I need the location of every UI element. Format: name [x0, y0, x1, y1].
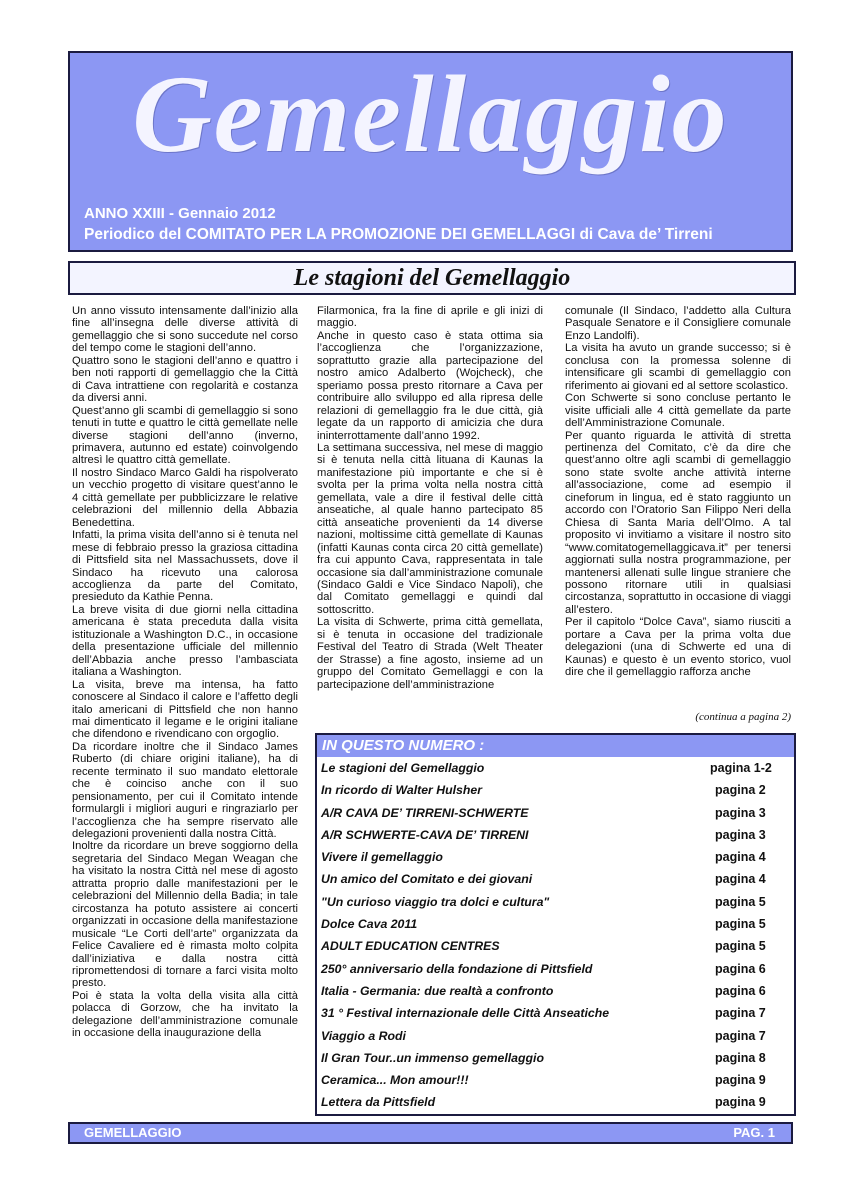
- toc-item[interactable]: [317, 1047, 794, 1069]
- toc-item-title: Il Gran Tour..un immenso gemellaggio: [321, 1050, 544, 1065]
- toc-item[interactable]: [317, 958, 794, 980]
- masthead-subtitle: Periodico del COMITATO PER LA PROMOZIONE DEI GEMELLAGGI di Cava de’ Tirreni: [84, 226, 713, 243]
- paragraph: Per quanto riguarda le attività di stretta pertinenza del Comitato, c’è da dire che quest’anno oltre agli scambi di gemellaggio sono state svolte anche attività interne all’associazione, come ad esempio il cineforum in lingua, ed è stato raggiunto un accordo con l’Oratorio San Filippo Neri della Chiesa di Santa Maria dell’Olmo. A tal proposito vi invitiamo a visitare il nostro sito “www.comitatogemellaggicava.it” per tenersi aggiornati sulla nostra programmazione, per mantenersi allenati sulle lingue straniere che possono ritornare utili in qualsiasi circostanza, soprattutto in occasione di viaggi all’estero.: [565, 429, 791, 616]
- paragraph: comunale (Il Sindaco, l’addetto alla Cultura Pasquale Senatore e il Consigliere comunale Enzo Landolfi).: [565, 305, 791, 342]
- toc-item-title: Un amico del Comitato e dei giovani: [321, 872, 533, 887]
- paragraph: La visita, breve ma intensa, ha fatto conoscere al Sindaco il calore e l’affetto degli italo americani di Pittsfield che non hanno mai dimenticato il legame e le origini italiane che difendono e rivendicano con orgoglio.: [72, 678, 298, 741]
- paragraph: Quest’anno gli scambi di gemellaggio si sono tenuti in tutte e quattro le città gemellate nelle diverse stagioni dell’anno (inverno, primavera, autunno ed estate) coinvolgendo altresì le quattro città gemellate.: [72, 404, 298, 467]
- toc-heading: IN QUESTO NUMERO :: [317, 735, 794, 757]
- toc-item[interactable]: [317, 824, 794, 846]
- continued-note: (continua a pagina 2): [695, 711, 791, 723]
- toc-item[interactable]: [317, 779, 794, 801]
- toc-item[interactable]: [317, 913, 794, 935]
- masthead-title: Gemellaggio: [132, 53, 729, 175]
- article-column-3: [565, 305, 791, 679]
- toc-item-page: pagina 4: [715, 872, 766, 887]
- issue-line: ANNO XXIII - Gennaio 2012: [84, 205, 276, 222]
- toc-item[interactable]: [317, 846, 794, 868]
- toc-item-page: pagina 8: [715, 1050, 766, 1065]
- toc-item-title: 250° anniversario della fondazione di Pittsfield: [321, 961, 593, 976]
- toc-item-page: pagina 5: [715, 917, 766, 932]
- toc-item-page: pagina 3: [715, 805, 766, 820]
- toc-item-title: ADULT EDUCATION CENTRES: [321, 939, 500, 954]
- toc-item[interactable]: [317, 1091, 794, 1113]
- paragraph: Per il capitolo “Dolce Cava”, siamo riusciti a portare a Cava per la prima volta due delegazioni (una di Schwerte ed una di Kaunas) e questo è un evento storico, vuol dire che il gemellaggio rafforza anche: [565, 616, 791, 679]
- paragraph: Il nostro Sindaco Marco Galdi ha rispolverato un vecchio progetto di visitare quest’anno le 4 città gemellate per pubblicizzare le relative celebrazioni del millennio della Abbazia Benedettina.: [72, 466, 298, 529]
- paragraph: Da ricordare inoltre che il Sindaco James Ruberto (di chiare origini italiane), ha di recente terminato il suo mandato elettorale che è coinciso anche con il suo pensionamento, per cui il Comitato intende formulargli i migliori auguri e ringraziarlo per l’accoglienza che ha sempre riservato alle delegazioni provenienti dalla nostra Città.: [72, 740, 298, 841]
- article-headline-box: [68, 261, 796, 295]
- toc-item[interactable]: [317, 757, 794, 779]
- toc-item-title: A/R CAVA DE’ TIRRENI-SCHWERTE: [321, 805, 529, 820]
- toc-item-page: pagina 9: [715, 1073, 766, 1088]
- table-of-contents: [315, 733, 796, 1116]
- toc-item-title: Italia - Germania: due realtà a confronto: [321, 983, 554, 998]
- paragraph: La visita di Schwerte, prima città gemellata, si è tenuta in occasione del tradizionale Festival del Teatro di Strada (Welt Theater der Strasse) a fine agosto, insieme ad un gruppo del Comitato Gemellaggi e con la partecipazione dell’amministrazione: [317, 616, 543, 691]
- toc-item-title: In ricordo di Walter Hulsher: [321, 783, 483, 798]
- toc-item-title: Le stagioni del Gemellaggio: [321, 761, 485, 775]
- paragraph: Infatti, la prima visita dell’anno si è tenuta nel mese di febbraio presso la graziosa cittadina di Pittsfield sita nel Massachussets, dove il Sindaco ha ricevuto una calorosa accoglienza da parte del Comitato, presieduto da Kathie Penna.: [72, 529, 298, 604]
- toc-item[interactable]: [317, 1025, 794, 1047]
- toc-item-title: A/R SCHWERTE-CAVA DE’ TIRRENI: [321, 827, 529, 842]
- paragraph: Filarmonica, fra la fine di aprile e gli inizi di maggio.: [317, 305, 543, 330]
- toc-item-page: pagina 1-2: [710, 761, 772, 775]
- toc-item-page: pagina 6: [715, 961, 766, 976]
- toc-item-title: Vivere il gemellaggio: [321, 850, 443, 865]
- footer-publication-name: GEMELLAGGIO: [84, 1125, 182, 1140]
- toc-item-title: Viaggio a Rodi: [321, 1028, 406, 1043]
- toc-item-title: 31 ° Festival internazionale delle Città Anseatiche: [321, 1006, 610, 1021]
- toc-item[interactable]: [317, 980, 794, 1002]
- toc-item[interactable]: [317, 868, 794, 890]
- toc-item-page: pagina 7: [715, 1006, 766, 1021]
- page-number: PAG. 1: [733, 1125, 775, 1140]
- toc-item-page: pagina 5: [715, 894, 766, 909]
- toc-item-page: pagina 3: [715, 827, 766, 842]
- toc-item-title: Ceramica... Mon amour!!!: [321, 1073, 469, 1088]
- paragraph: La visita ha avuto un grande successo; si è conclusa con la promessa solenne di intensificare gli scambi di gemellaggio con riferimento ai giovani ed al settore scolastico.: [565, 342, 791, 392]
- toc-item-page: pagina 6: [715, 983, 766, 998]
- page-footer: [68, 1122, 793, 1144]
- toc-item-page: pagina 4: [715, 850, 766, 865]
- masthead: [68, 51, 793, 252]
- toc-item[interactable]: [317, 1069, 794, 1091]
- paragraph: Quattro sono le stagioni dell’anno e quattro i ben noti rapporti di gemellaggio che la Città di Cava intrattiene con regolarità e costanza da diversi anni.: [72, 354, 298, 405]
- toc-item[interactable]: [317, 802, 794, 824]
- paragraph: Un anno vissuto intensamente dall’inizio alla fine all’insegna delle diverse attività di gemellaggio che si sono succedute nel corso del tempo come le stagioni dell’anno.: [72, 305, 298, 355]
- paragraph: La breve visita di due giorni nella cittadina americana è stata preceduta dalla visita istituzionale a Washington D.C., in occasione della presentazione ufficiale del millennio dell’Abbazia anche presso l’ambasciata italiana a Washington.: [72, 603, 298, 679]
- toc-item-page: pagina 7: [715, 1028, 766, 1043]
- paragraph: Anche in questo caso è stata ottima sia l’accoglienza che l’organizzazione, soprattutto grazie alla partecipazione del nostro amico Adalberto (Wojcheck), che speriamo possa presto ritornare a Cava per contribuire allo sviluppo ed alla ripresa delle relazioni di gemellaggio fra le due città, già legate da un rapporto di amicizia che dura ininterrottamente dall’anno 1992.: [317, 329, 543, 442]
- article-column-2: [317, 305, 543, 691]
- toc-item-title: Lettera da Pittsfield: [321, 1095, 436, 1110]
- paragraph: Poi è stata la volta della visita alla città polacca di Gorzow, che ha invitato la delegazione dell’amministrazione comunale in occasione della inaugurazione della: [72, 989, 298, 1040]
- toc-item-title: "Un curioso viaggio tra dolci e cultura": [321, 894, 550, 909]
- paragraph: Con Schwerte si sono concluse pertanto le visite ufficiali alle 4 città gemellate da parte dell’Amministrazione Comunale.: [565, 392, 791, 430]
- article-headline: Le stagioni del Gemellaggio: [293, 265, 571, 291]
- paragraph: La settimana successiva, nel mese di maggio si è tenuta nella città lituana di Kaunas la manifestazione più importante e che si è svolta per la prima volta nella nostra città gemellata, vale a dire il festival delle città anseatiche, al quale hanno partecipato 85 città anseatiche provenienti da 14 diverse nazioni, moltissime città gemellate di Kaunas (infatti Kaunas conta circa 20 città gemellate) fra cui appunto Cava, rappresentata in tale occasione sia dall’amministrazione comunale (Sindaco Galdi e Vice Sindaco Napoli), che dal Comitato gemellaggi e quindi dal sottoscritto.: [317, 441, 543, 616]
- toc-item[interactable]: [317, 891, 794, 913]
- toc-item[interactable]: [317, 935, 794, 957]
- toc-item[interactable]: [317, 1002, 794, 1024]
- toc-item-page: pagina 5: [715, 939, 766, 954]
- paragraph: Inoltre da ricordare un breve soggiorno della segretaria del Sindaco Megan Weagan che ha visitato la nostra Città nel mese di agosto attratta proprio dalle manifestazioni per le celebrazioni del Millennio della Badia; in tale circostanza ha potuto assistere ai concerti organizzati in occasione della manifestazione musicale “Le Corti dell’arte” organizzata da Felice Cavaliere ed è rimasta molto colpita dall’iniziativa e dalla nostra città ripromettendosi di tornare a farci visita molto presto.: [72, 840, 298, 990]
- toc-item-title: Dolce Cava 2011: [321, 917, 418, 932]
- article-column-1: [72, 305, 298, 1040]
- toc-item-page: pagina 9: [715, 1095, 766, 1110]
- toc-item-page: pagina 2: [715, 783, 766, 798]
